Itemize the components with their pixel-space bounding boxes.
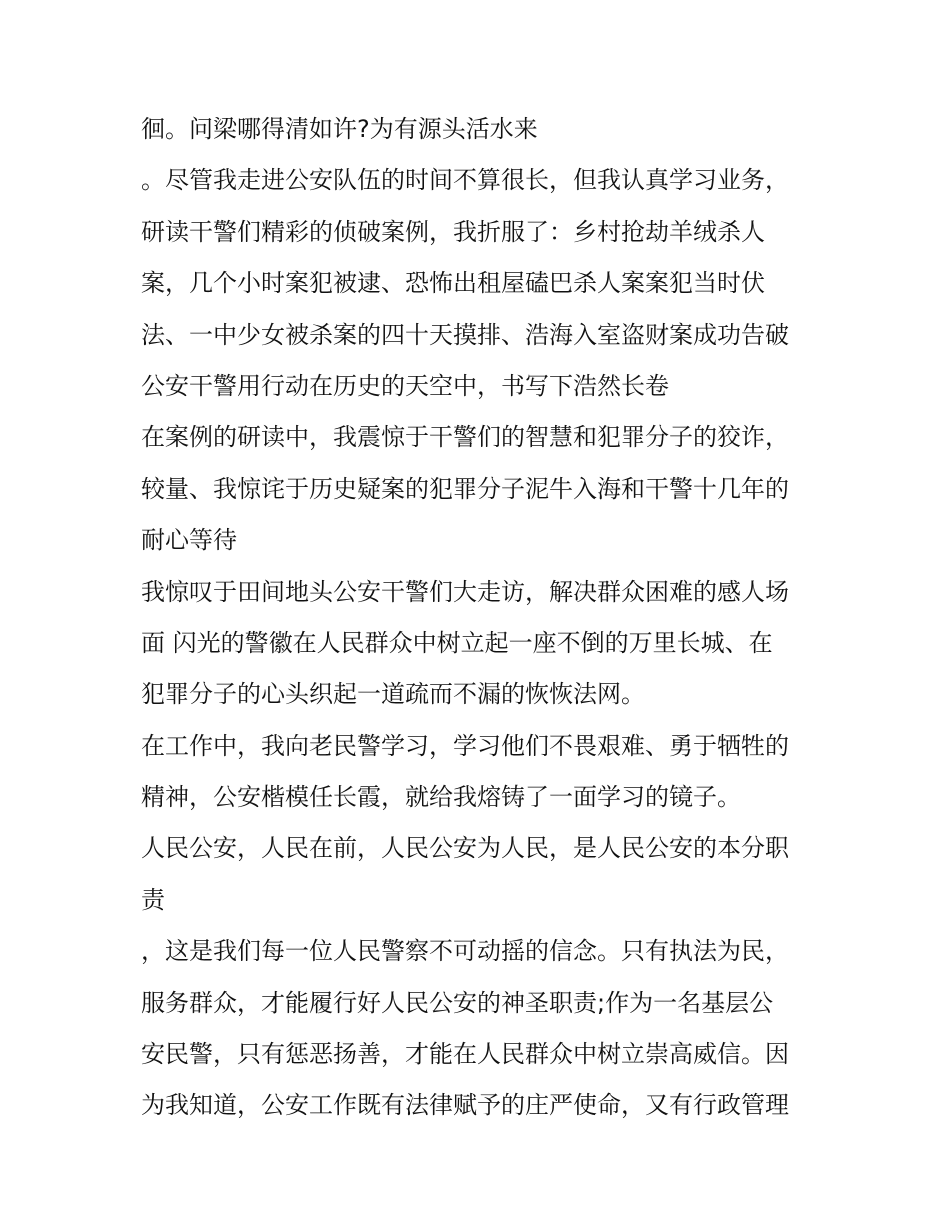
text-line: 较量、我惊诧于历史疑案的犯罪分子泥牛入海和干警十几年的 [141, 474, 789, 503]
text-line: 。尽管我走进公安队伍的时间不算很长，但我认真学习业务， [141, 166, 789, 195]
document-body [141, 110, 821, 1138]
text-line: ，这是我们每一位人民警察不可动摇的信念。只有执法为民， [141, 937, 789, 966]
text-line: 在工作中，我向老民警学习，学习他们不畏艰难、勇于牺牲的 [141, 731, 789, 760]
text-line: 面 闪光的警徽在人民群众中树立起一座不倒的万里长城、在 [141, 628, 773, 657]
text-line: 为我知道，公安工作既有法律赋予的庄严使命，又有行政管理 [141, 1091, 789, 1120]
text-line: 研读干警们精彩的侦破案例，我折服了：乡村抢劫羊绒杀人 [141, 217, 765, 246]
text-line: 耐心等待 [141, 526, 237, 555]
text-line: 人民公安，人民在前，人民公安为人民，是人民公安的本分职 [141, 834, 789, 863]
text-line: 精神，公安楷模任长霞，就给我熔铸了一面学习的镜子。 [141, 783, 741, 812]
text-line: 在案例的研读中，我震惊于干警们的智慧和犯罪分子的狡诈， [141, 423, 789, 452]
text-line: 服务群众，才能履行好人民公安的神圣职责;作为一名基层公 [141, 988, 774, 1017]
text-line: 我惊叹于田间地头公安干警们大走访，解决群众困难的感人场 [141, 577, 789, 606]
text-line: 法、一中少女被杀案的四十天摸排、浩海入室盗财案成功告破 [141, 320, 789, 349]
text-line: 责 [141, 885, 165, 914]
text-line: 犯罪分子的心头织起一道疏而不漏的恢恢法网。 [141, 680, 645, 709]
text-line: 安民警，只有惩恶扬善，才能在人民群众中树立崇高威信。因 [141, 1040, 789, 1069]
text-line: 案，几个小时案犯被逮、恐怖出租屋磕巴杀人案案犯当时伏 [141, 269, 765, 298]
text-line: 公安干警用行动在历史的天空中，书写下浩然长卷 [141, 371, 669, 400]
text-line: 徊。问梁哪得清如许?为有源头活水来 [141, 115, 538, 143]
